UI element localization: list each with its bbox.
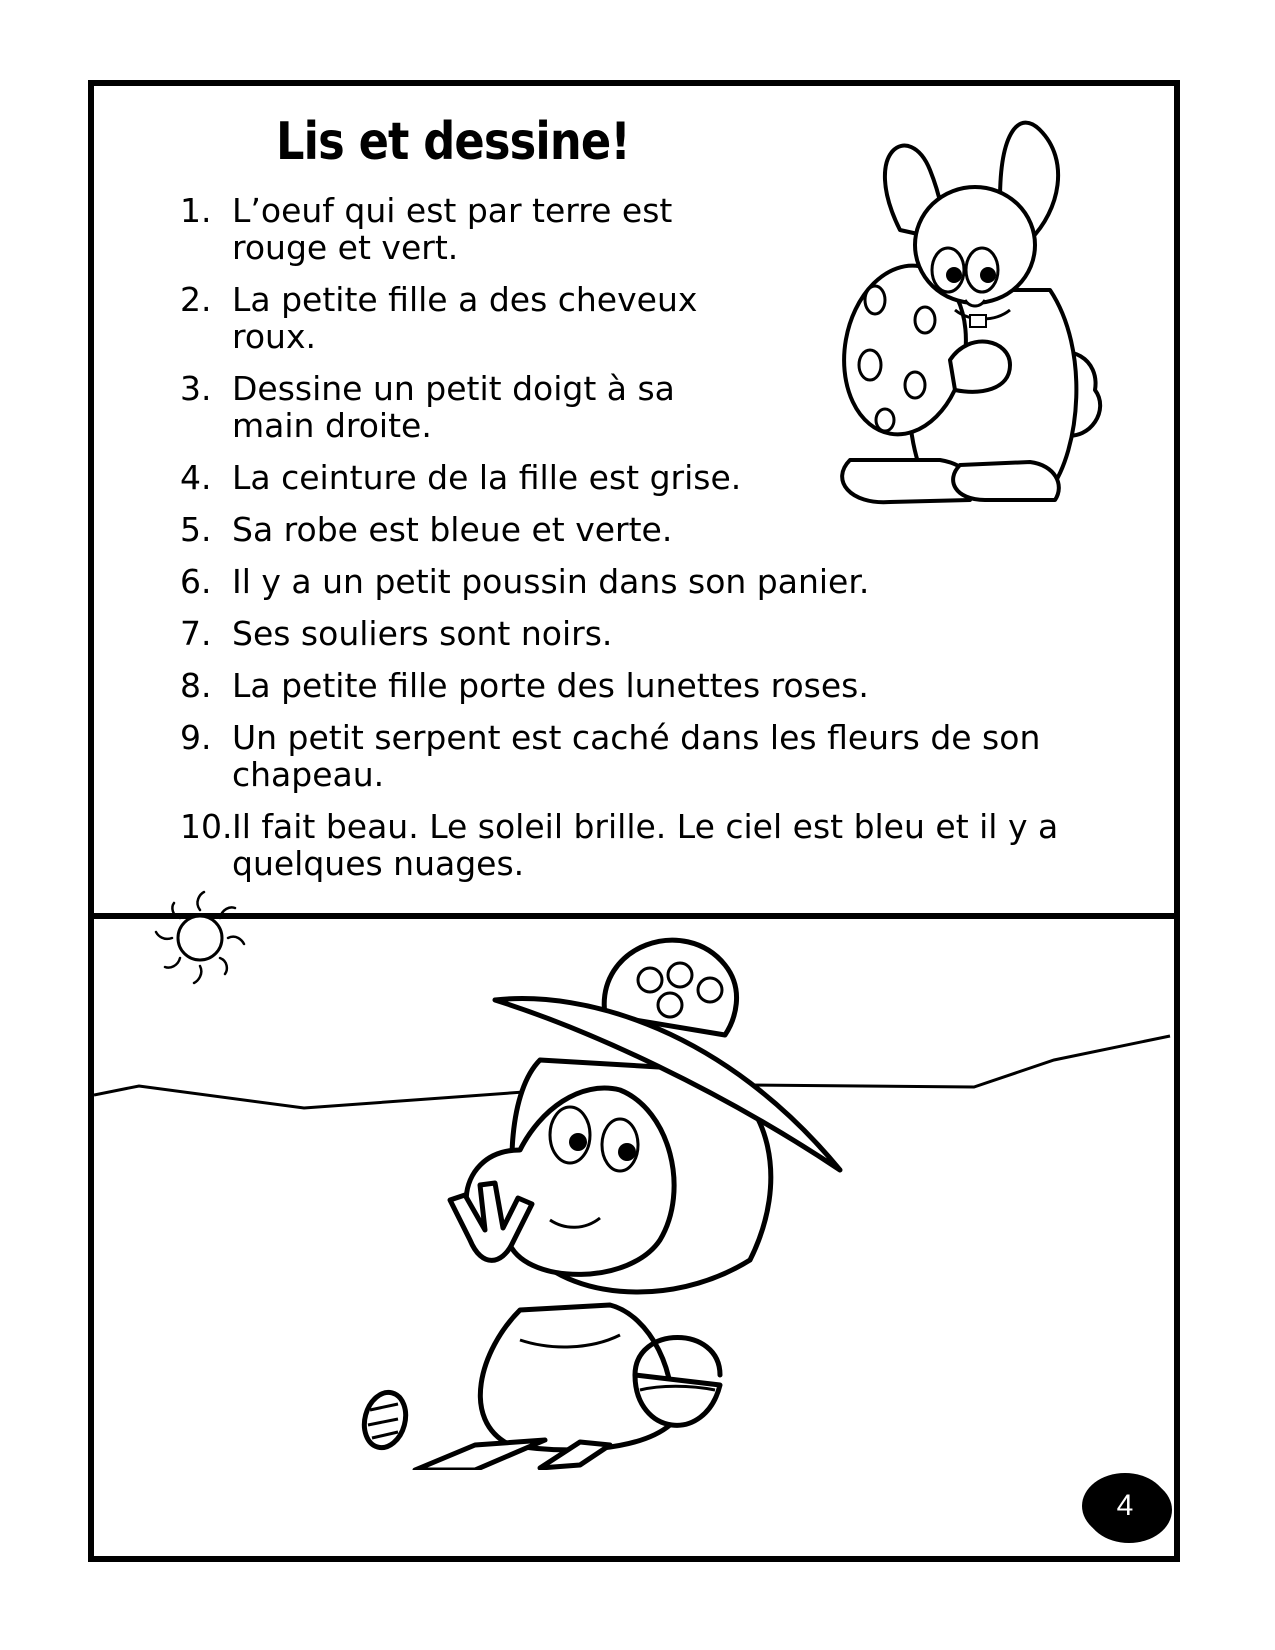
item-text: Il y a un petit poussin dans son panier.: [232, 562, 870, 601]
item-number: 7.: [180, 614, 212, 653]
item-number: 5.: [180, 510, 212, 549]
item-number: 9.: [180, 718, 212, 757]
page-title: Lis et dessine!: [276, 112, 630, 172]
item-text: La ceinture de la fille est grise.: [232, 458, 742, 497]
item-text: La petite fille porte des lunettes roses.: [232, 666, 869, 705]
page-number-badge: 4: [1082, 1473, 1168, 1539]
item-text: La petite fille a des cheveux roux.: [232, 280, 698, 356]
item-number: 2.: [180, 280, 212, 319]
list-item: [180, 667, 1112, 704]
section-divider: [88, 913, 1180, 919]
list-item: [180, 615, 1112, 652]
item-text: Un petit serpent est caché dans les fleurs de son chapeau.: [232, 718, 1041, 794]
item-text: Il fait beau. Le soleil brille. Le ciel est bleu et il y a quelques nuages.: [232, 807, 1059, 883]
list-item: [180, 808, 1112, 882]
list-item: [180, 370, 752, 444]
item-text: Ses souliers sont noirs.: [232, 614, 613, 653]
item-text: Dessine un petit doigt à sa main droite.: [232, 369, 675, 445]
girl-illustration: [350, 920, 850, 1470]
item-number: 4.: [180, 458, 212, 497]
item-number: 8.: [180, 666, 212, 705]
item-number: 6.: [180, 562, 212, 601]
list-item: [180, 281, 752, 355]
item-number: 10.: [180, 807, 233, 846]
item-text: L’oeuf qui est par terre est rouge et vert.: [232, 191, 673, 267]
bunny-illustration: [830, 110, 1130, 520]
item-number: 1.: [180, 191, 212, 230]
list-item: [180, 563, 1112, 600]
sun-illustration: [150, 888, 250, 988]
item-text: Sa robe est bleue et verte.: [232, 510, 673, 549]
item-number: 3.: [180, 369, 212, 408]
list-item: [180, 719, 1112, 793]
list-item: [180, 192, 752, 266]
